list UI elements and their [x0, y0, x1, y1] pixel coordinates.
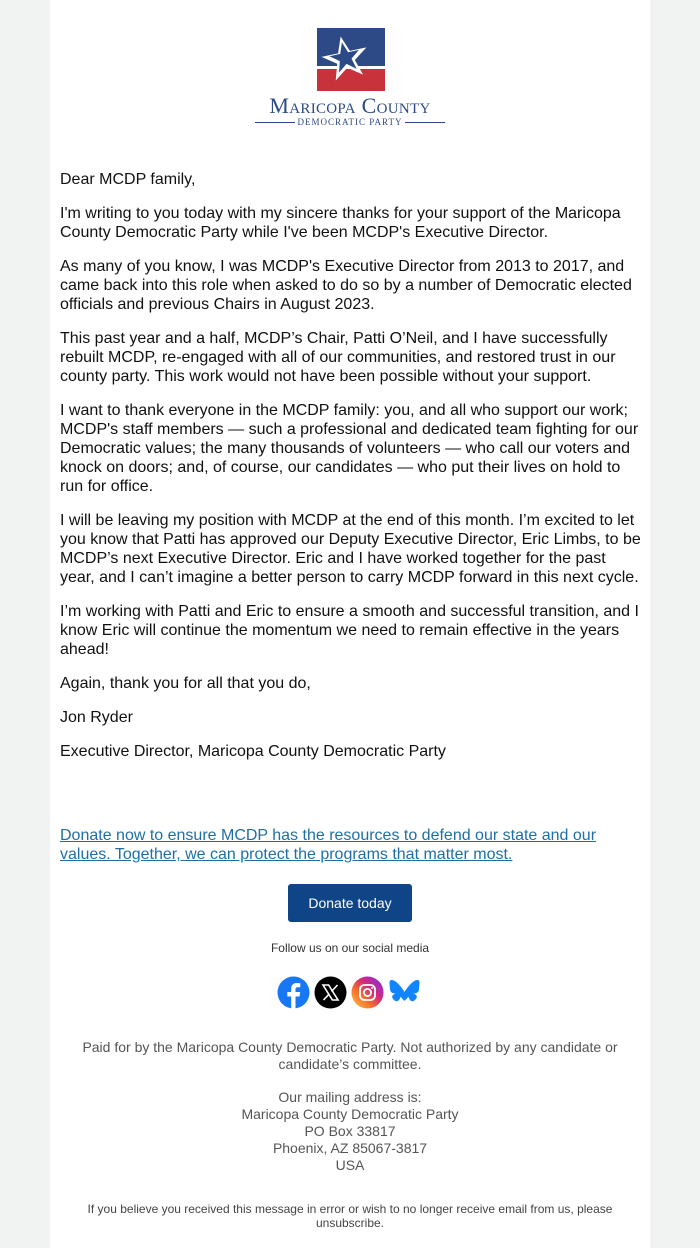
closing: Again, thank you for all that you do,	[60, 675, 311, 692]
letter-paragraph: I'm writing to you today with my sincere thanks for your support of the Maricopa County Democratic Party while I've been MCDP's Executive Director.	[60, 205, 621, 241]
signature-name: Jon Ryder	[60, 709, 133, 726]
mailing-heading: Our mailing address is:	[278, 1089, 422, 1105]
star-flag-logo-icon	[317, 28, 385, 91]
facebook-icon[interactable]	[277, 976, 310, 1009]
mailing-address	[70, 1089, 630, 1174]
logo-party-name: Maricopa County	[269, 93, 431, 118]
letter-paragraph: As many of you know, I was MCDP's Executive Director from 2013 to 2017, and came back into this role when asked to do so by a number of Democratic elected officials and previous Chairs in August 2023.	[60, 258, 632, 313]
social-heading: Follow us on our social media	[270, 941, 430, 955]
letter-paragraph: This past year and a half, MCDP’s Chair, Patti O’Neil, and I have successfully rebuilt MCDP, re-engaged with all of our communities, and restored trust in our county party. This work would not have been possible without your support.	[60, 330, 616, 385]
instagram-icon[interactable]	[351, 976, 384, 1009]
unsubscribe-notice[interactable]: If you believe you received this message in error or wish to no longer receive email from us, please unsubscribe.	[87, 1202, 613, 1230]
address-line: Maricopa County Democratic Party	[241, 1106, 459, 1122]
email-card	[50, 0, 650, 1248]
logo-subtitle: DEMOCRATIC PARTY	[50, 117, 650, 127]
letter-paragraph: I want to thank everyone in the MCDP family: you, and all who support our work; MCDP's staff members — such a professional and dedicated team fighting for our Democratic values; the many thousands of volunteers — who call our voters and knock on doors; and, of course, our candidates — who put their lives on hold to run for office.	[60, 402, 639, 495]
address-line: Phoenix, AZ 85067-3817	[272, 1140, 428, 1156]
letter-paragraph: I will be leaving my position with MCDP at the end of this month. I’m excited to let you know that Patti has approved our Deputy Executive Director, Eric Limbs, to be MCDP’s next Executive Director. Eric and I have worked together for the past year, and I can’t imagine a better person to carry MCDP forward in this next cycle.	[60, 512, 641, 586]
social-icons	[277, 976, 425, 1010]
address-line: PO Box 33817	[304, 1123, 396, 1139]
letter-paragraph: I’m working with Patti and Eric to ensure a smooth and successful transition, and I know Eric will continue the momentum we need to remain effective in the years ahead!	[60, 603, 639, 658]
donate-button[interactable]: Donate today	[288, 884, 412, 922]
donate-link[interactable]: Donate now to ensure MCDP has the resources to defend our state and our values. Together, we can protect the programs that matter most.	[60, 827, 597, 863]
bluesky-icon[interactable]	[388, 976, 421, 1009]
signature-title: Executive Director, Maricopa County Democratic Party	[60, 743, 446, 760]
letter-body	[60, 170, 643, 776]
greeting: Dear MCDP family,	[60, 171, 196, 188]
address-line: USA	[335, 1157, 365, 1173]
paid-for-disclaimer: Paid for by the Maricopa County Democratic Party. Not authorized by any candidate or candidate’s committee.	[82, 1039, 618, 1072]
x-icon[interactable]	[314, 976, 347, 1009]
party-logo	[50, 28, 650, 128]
